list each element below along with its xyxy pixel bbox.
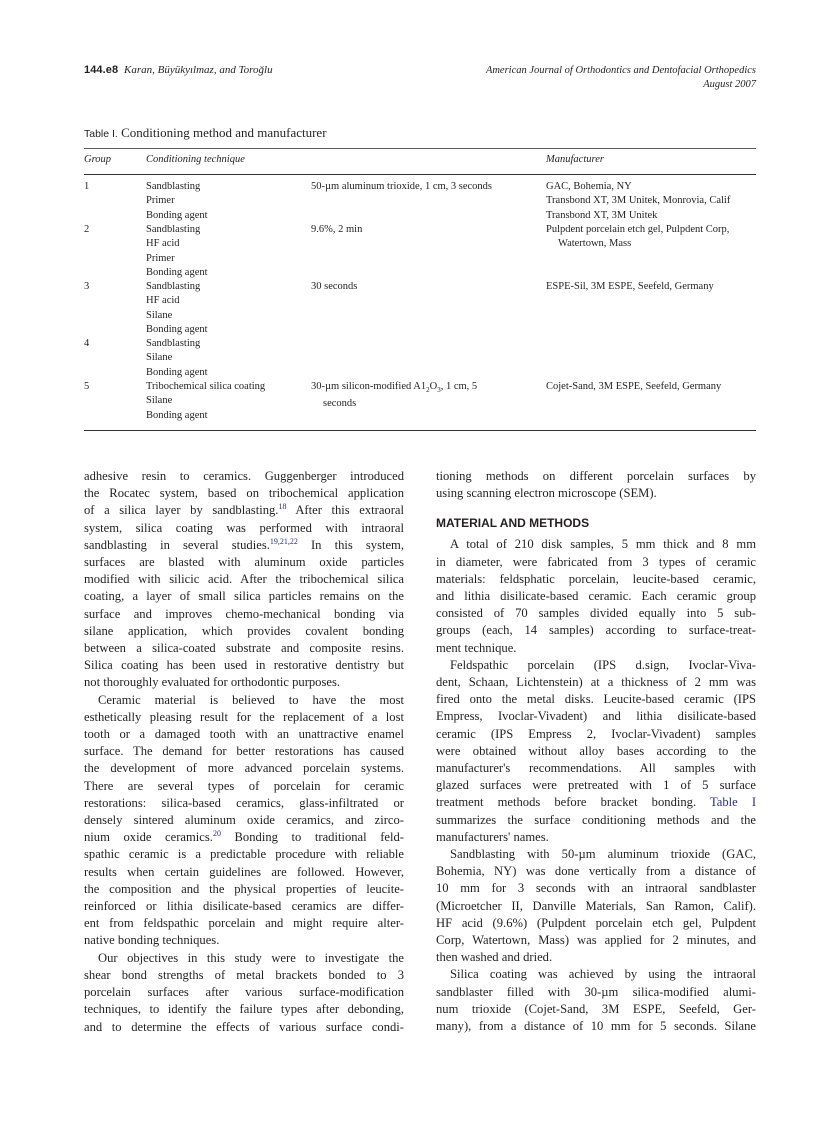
body-column-left <box>84 468 404 1036</box>
journal-info <box>486 64 756 92</box>
paragraph-intro-continued: adhesive resin to ceramics. Guggenberger introduced the Rocatec system, based on tribochemical application of a silica layer by sandblasting.$^{18}$ After this extraoral system, silica coating was performed with intraoral sandblasting in several studies.$^{19,21,22}$ In this system, surfaces are blasted with aluminum oxide particles modified with silicic acid. After the tribochemical silica coating, a layer of small silica particles remains on the surface and improves chemo-mechanical bonding via silane application, which provides covalent bonding between a silica-coated substrate and composite resins. Silica coating has been used in restorative dentistry but not thoroughly evaluated for orthodontic purposes. <box>84 469 405 690</box>
table-bottom-rule <box>84 430 756 431</box>
table-row-1-manufacturer: GAC, Bohemia, NY Transbond XT, 3M Unitek, Monrovia, Calif Transbond XT, 3M Unitek <box>546 181 731 221</box>
body-column-right <box>436 468 756 1035</box>
table-row-5-group: 5 <box>84 381 90 392</box>
table-row-1-technique: Sandblasting Primer Bonding agent <box>146 181 208 221</box>
table-label: Table I. <box>84 128 118 140</box>
table-row-2-group: 2 <box>84 224 90 235</box>
table-row-5-manufacturer: Cojet-Sand, 3M ESPE, Seefeld, Germany <box>546 381 722 392</box>
table-body <box>84 175 756 430</box>
journal-title: American Journal of Orthodontics and Dentofacial Orthopedics <box>485 65 756 76</box>
paragraph-objectives-continued: tioning methods on different porcelain surfaces by using scanning electron microscope (SEM). <box>436 469 756 501</box>
paragraph-feldspathic: Feldspathic porcelain (IPS d.sign, Ivoclar-Viva- dent, Schaan, Lichtenstein) at a thickness of 2 mm was fired onto the metal disks. Leucite-based ceramic (IPS Empress, Ivoclar-Vivadent) and lithia disilicate-based ceramic (IPS Empress 2, Ivoclar-Vivadent) samples were obtained without alloy bases according to the manufacturer's recommendations. All samples with glazed surfaces were pretreated with 1 of 5 surface treatment methods before bracket bonding. Table I summarizes the surface conditioning methods and the manufacturers' names. <box>436 657 757 844</box>
paragraph-sandblasting: Sandblasting with 50-µm aluminum trioxide (GAC, Bohemia, NY) was done vertically from a distance of 10 mm for 3 seconds with an intraoral sandblaster (Microetcher II, Danville Materials, San Ramon, Calif). HF acid (9.6%) (Pulpdent porcelain etch gel, Pulpdent Corp, Watertown, Mass) was applied for 2 minutes, and then washed and dried. <box>436 847 756 965</box>
table-row-3-parameters: 30 seconds <box>311 281 358 292</box>
page-number: 144.e8 <box>84 64 119 76</box>
table-row-3-manufacturer: ESPE-Sil, 3M ESPE, Seefeld, Germany <box>546 281 714 292</box>
table-row-3-technique: Sandblasting HF acid Silane Bonding agent <box>146 281 208 335</box>
column-header-group: Group <box>84 154 112 165</box>
table-row-4-technique: Sandblasting Silane Bonding agent <box>146 338 208 378</box>
table-title: Conditioning method and manufacturer <box>121 125 327 140</box>
table-row-5-parameters: 30-µm silicon-modified $A1_2O_3$, 1 cm, 5 seconds <box>311 381 478 410</box>
table-conditioning-methods <box>84 125 756 431</box>
reference-link[interactable]: 19,21,22 <box>269 536 298 546</box>
table-row-5-technique: Tribochemical silica coating Silane Bonding agent <box>146 381 266 421</box>
running-authors: Karan, Büyükyılmaz, and Toroğlu <box>124 64 273 76</box>
table-row-4-group: 4 <box>84 338 90 349</box>
reference-link[interactable]: 18 <box>278 502 287 512</box>
table-row-2-manufacturer: Pulpdent porcelain etch gel, Pulpdent Corp, Watertown, Mass <box>546 224 730 250</box>
paragraph-ceramic-material: Ceramic material is believed to have the most esthetically pleasing result for the replacement of a lost tooth or a damaged tooth with an unattractive enamel surface. The demand for better restorations has caused the development of more advanced porcelain systems. There are several types of porcelain for ceramic restorations: silica-based ceramics, glass-infiltrated or densely sintered aluminum oxide ceramics, and zirco- nium oxide ceramics.$^{20}$ Bonding to traditional feld- spathic ceramic is a predictable procedure with reliable results when certain guidelines are followed. However, the composition and the physical properties of leucite- reinforced or lithia disilicate-based ceramics are differ- ent from feldspathic porcelain and might require alter- native bonding techniques. <box>84 692 404 948</box>
table-caption <box>84 125 756 142</box>
table-row-2-technique: Sandblasting HF acid Primer Bonding agent <box>146 224 208 278</box>
issue-date: August 2007 <box>703 79 756 90</box>
table-i-link[interactable]: Table I <box>709 795 757 810</box>
section-heading-methods: MATERIAL AND METHODS <box>436 516 590 531</box>
reference-link[interactable]: 20 <box>212 829 221 839</box>
running-header <box>84 64 756 94</box>
paragraph-silica-coating: Silica coating was achieved by using the intraoral sandblaster filled with 30-µm silica-modified alumi- num trioxide (Cojet-Sand, 3M ESPE, Seefeld, Ger- many), from a distance of 10 mm for 5 seconds. Silane <box>436 967 756 1034</box>
column-header-manufacturer: Manufacturer <box>546 154 604 165</box>
table-row-3-group: 3 <box>84 281 90 292</box>
column-header-technique: Conditioning technique <box>146 154 245 165</box>
paragraph-objectives: Our objectives in this study were to investigate the shear bond strengths of metal brackets bonded to 3 porcelain surfaces after various surface-modification techniques, to identify the failure types after debonding, and to determine the effects of various surface condi- <box>84 950 404 1034</box>
table-row-1-group: 1 <box>84 181 90 192</box>
table-row-2-parameters: 9.6%, 2 min <box>311 224 363 235</box>
paragraph-samples: A total of 210 disk samples, 5 mm thick and 8 mm in diameter, were fabricated from 3 types of ceramic materials: feldsphatic porcelain, leucite-based ceramic, and lithia disilicate-based ceramic. Each ceramic group consisted of 70 samples divided equally into 5 sub- groups (each, 14 samples) according to surface-treat- ment technique. <box>436 537 756 655</box>
table-header-row <box>84 149 756 174</box>
table-row-1-parameters: 50-µm aluminum trioxide, 1 cm, 3 seconds <box>311 181 493 192</box>
